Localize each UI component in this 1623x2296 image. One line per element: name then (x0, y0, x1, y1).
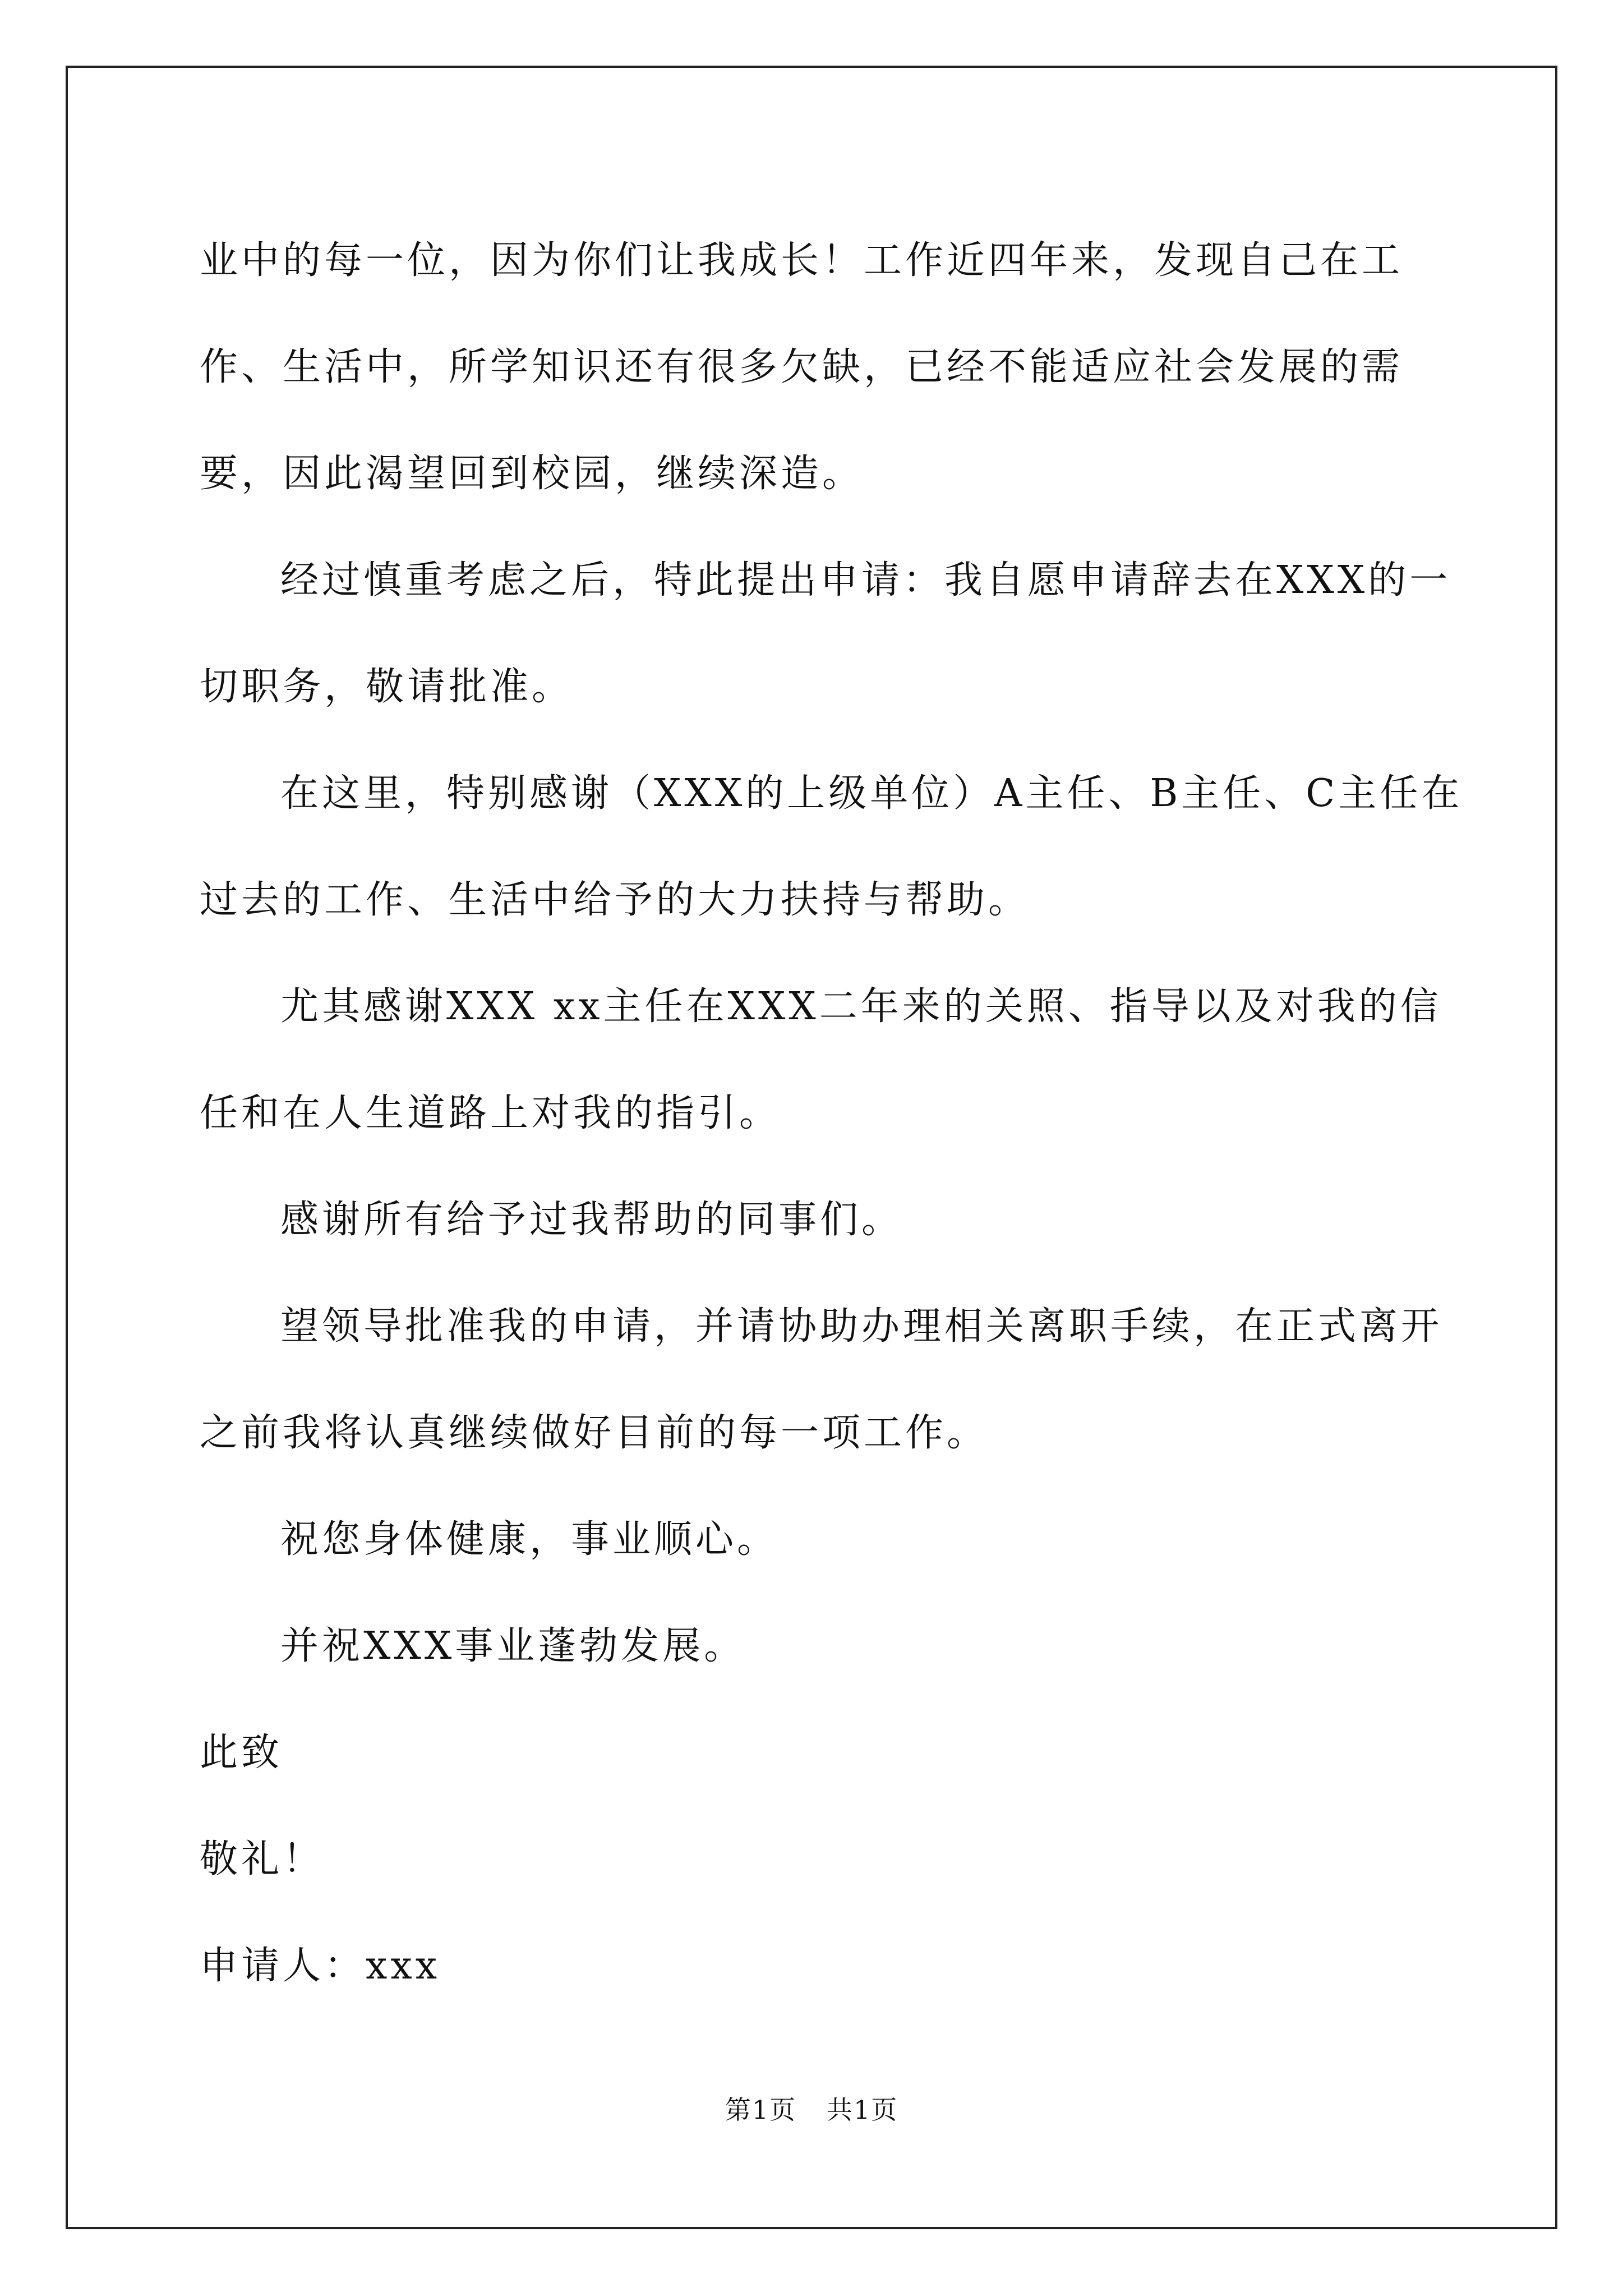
paragraph-thanks-director: 尤其感谢XXX xx主任在XXX二年来的关照、指导以及对我的信任和在人生道路上对我的指引。 (200, 984, 1442, 1135)
applicant-signature: 申请人：xxx (200, 1944, 441, 1988)
paragraph-opening-continuation: 业中的每一位，因为你们让我成长！工作近四年来，发现自己在工作、生活中，所学知识还有很多欠缺，已经不能适应社会发展的需要，因此渴望回到校园，继续深造。 (200, 238, 1404, 496)
paragraph-wishes-health: 祝您身体健康，事业顺心。 (280, 1517, 779, 1562)
paragraph-resignation-request: 经过慎重考虑之后，特此提出申请：我自愿申请辞去在XXX的一切职务，敬请批准。 (200, 558, 1451, 709)
paragraph-approval-request: 望领导批准我的申请，并请协助办理相关离职手续，在正式离开之前我将认真继续做好目前的每一项工作。 (200, 1304, 1443, 1455)
page-number: 第1页 (725, 2095, 796, 2125)
document-body (200, 208, 1478, 2019)
closing-regards: 敬礼！ (200, 1837, 325, 1881)
paragraph-thanks-colleagues: 感谢所有给予过我帮助的同事们。 (280, 1198, 903, 1242)
paragraph-wishes-company: 并祝XXX事业蓬勃发展。 (280, 1624, 746, 1668)
page-footer (0, 2090, 1623, 2127)
page-total: 共1页 (827, 2095, 898, 2125)
paragraph-thanks-supervisors: 在这里，特别感谢（XXX的上级单位）A主任、B主任、C主任在过去的工作、生活中给予的大力扶持与帮助。 (200, 771, 1463, 922)
closing-salutation: 此致 (200, 1731, 283, 1775)
